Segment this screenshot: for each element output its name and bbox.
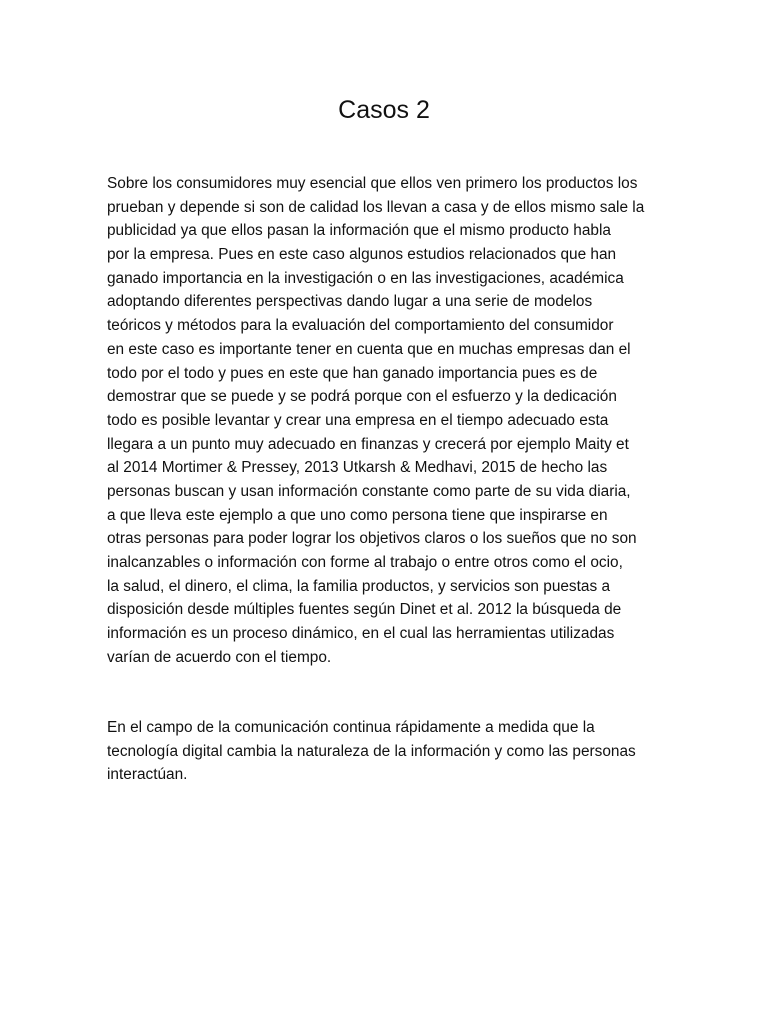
- paragraph-line: en este caso es importante tener en cuenta que en muchas empresas dan el: [107, 340, 631, 358]
- paragraph-line: por la empresa. Pues en este caso algunos estudios relacionados que han: [107, 246, 617, 264]
- paragraph-line: todo es posible levantar y crear una empresa en el tiempo adecuado esta: [107, 411, 609, 429]
- paragraph-line: En el campo de la comunicación continua rápidamente a medida que la: [107, 719, 595, 736]
- paragraph-line: a que lleva este ejemplo a que uno como persona tiene que inspirarse en: [107, 506, 608, 524]
- paragraph-line: personas buscan y usan información constante como parte de su vida diaria,: [107, 482, 631, 500]
- paragraph-1: [107, 172, 667, 669]
- paragraph-line: ganado importancia en la investigación o en las investigaciones, académica: [107, 269, 624, 287]
- paragraph-line: la salud, el dinero, el clima, la familia productos, y servicios son puestas a: [107, 577, 610, 595]
- paragraph-line: Sobre los consumidores muy esencial que ellos ven primero los productos los: [107, 175, 638, 192]
- paragraph-line: inalcanzables o información con forme al trabajo o entre otros como el ocio,: [107, 554, 623, 571]
- paragraph-line: interactúan.: [107, 766, 188, 784]
- paragraph-line: publicidad ya que ellos pasan la información que el mismo producto habla: [107, 222, 611, 240]
- paragraph-line: prueban y depende si son de calidad los llevan a casa y de ellos mismo sale la: [107, 198, 645, 216]
- paragraph-line: demostrar que se puede y se podrá porque con el esfuerzo y la dedicación: [107, 388, 617, 406]
- paragraph-2: [107, 716, 667, 787]
- paragraph-line: al 2014 Mortimer & Pressey, 2013 Utkarsh & Medhavi, 2015 de hecho las: [107, 459, 608, 477]
- paragraph-line: disposición desde múltiples fuentes según Dinet et al. 2012 la búsqueda de: [107, 601, 622, 619]
- document-title: Casos 2: [338, 96, 430, 124]
- paragraph-line: llegara a un punto muy adecuado en finanzas y crecerá por ejemplo Maity et: [107, 435, 629, 453]
- paragraph-line: todo por el todo y pues en este que han ganado importancia pues es de: [107, 364, 598, 382]
- paragraph-line: adoptando diferentes perspectivas dando lugar a una serie de modelos: [107, 293, 593, 311]
- paragraph-line: teóricos y métodos para la evaluación del comportamiento del consumidor: [107, 317, 614, 335]
- paragraph-line: otras personas para poder lograr los objetivos claros o los sueños que no son: [107, 530, 637, 548]
- paragraph-line: varían de acuerdo con el tiempo.: [107, 648, 332, 666]
- paragraph-line: información es un proceso dinámico, en el cual las herramientas utilizadas: [107, 625, 615, 643]
- paragraph-line: tecnología digital cambia la naturaleza de la información y como las personas: [107, 742, 636, 760]
